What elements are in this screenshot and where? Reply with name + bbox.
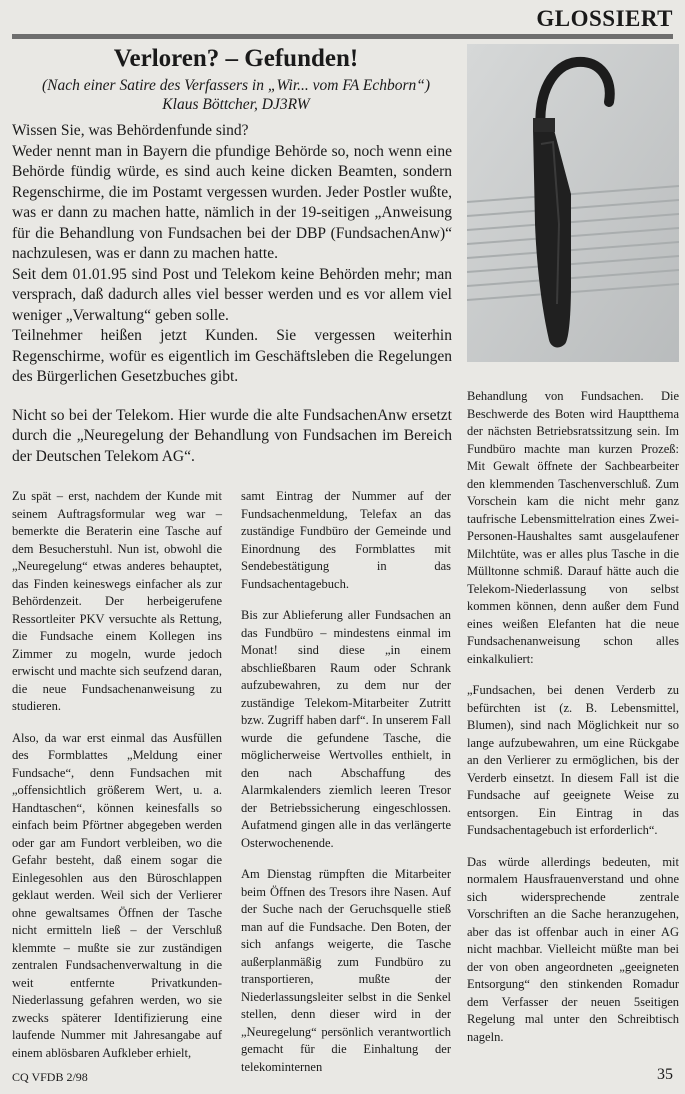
article-intro [12, 121, 452, 467]
article-subtitle: (Nach einer Satire des Verfassers in „Wir... vom FA Echborn“) [41, 77, 431, 94]
page-number: 35 [657, 1066, 673, 1083]
umbrella-illustration [467, 44, 679, 362]
column-paragraph: Zu spät – erst, nachdem der Kunde mit seinem Auftragsformular weg war – bemerkte die Beraterin eine Tasche auf dem Besucherstuhl. Nun ist, obwohl die „Neuregelung“ etwas anderes behauptet, das Finden keineswegs einfacher als zur Behördenzeit. Der herbeigerufene Ressortleiter PKV versuchte als Rettung, die Fundsache einem Kollegen ins Zimmer zu mogeln, wurde jedoch erwischt und machte sich seufzend daran, die neue Fundsachenanweisung zu studieren. [12, 489, 222, 713]
intro-paragraph: Wissen Sie, was Behördenfunde sind? [12, 122, 249, 139]
intro-paragraph: Seit dem 01.01.95 sind Post und Telekom keine Behörden mehr; man versprach, daß dadurch alles viel besser werden und es vor allem viel weniger „Verwaltung“ geben solle. [12, 265, 452, 324]
section-label: GLOSSIERT [536, 6, 673, 31]
top-rule [12, 34, 673, 39]
text-column-3 [467, 388, 679, 1060]
column-paragraph: „Fundsachen, bei denen Verderb zu befürchten ist (z. B. Lebensmittel, Blumen), sind nach Möglichkeit nur so lange aufzubewahren, um eine Rückgabe an den Verlierer zu ermöglichen, bis der Verderb einsetzt. In diesem Fall ist die Fundsache auf geeignete Weise zu entsorgen. Ein Eintrag in das Fundsachentagebuch ist erforderlich“. [467, 683, 679, 837]
intro-paragraph: Nicht so bei der Telekom. Hier wurde die alte FundsachenAnw ersetzt durch die „Neuregelung der Behandlung von Fundsachen im Bereich der Deutschen Telekom AG“. [12, 406, 452, 465]
intro-paragraph: Teilnehmer heißen jetzt Kunden. Sie vergessen weiterhin Regenschirme, wofür es eigentlich im Geschäftsleben die Regelungen des Bürgerlichen Gesetzbuches gibt. [12, 327, 452, 385]
text-column-2 [241, 488, 451, 1090]
umbrella-photo [467, 44, 679, 362]
column-paragraph: Also, da war erst einmal das Ausfüllen des Formblattes „Meldung einer Fundsache“, denn Fundsachen mit „offensichtlich größerem Wert, u. a. Handtaschen“, können keinesfalls so einfach beim Pförtner abgegeben werden oder gar am Fundort verbleiben, wo die Gefahr besteht, daß einem sogar die Einlegesohlen aus den Büroschlappen geklaut werden. Weil sich der Verlierer ohne gewaltsames Öffnen der Tasche nicht ermitteln ließ – der Verschluß klemmte – mußte sie zur zuständigen zentralen Fundsachenverwaltung in die weit entfernte Privatkunden-Niederlassung gefahren werden, wo sie zwecks späterer Identifizierung eine laufende Nummer mit Jahresangabe auf einem ablösbaren Aufkleber erhielt, [12, 730, 222, 1060]
article-header [12, 44, 460, 114]
text-column-1 [12, 488, 222, 1076]
intro-paragraph: Weder nennt man in Bayern die pfundige Behörde so, noch wenn eine Behörde fündig würde, es sind auch keine dicken Beamten, sondern Regenschirme, die im Postamt vergessen wurden. Jeder Postler wußte, was er dann zu machen hatte, nämlich in der 19-seitigen „Anweisung für die Behandlung von Fundsachen bei der DBP (FundsachenAnw)“ nachzulesen, was er dann zu machen hatte. [12, 142, 452, 262]
column-paragraph: Das würde allerdings bedeuten, mit normalem Hausfrauenverstand und ohne sich widersprechende zentrale Vorschriften an die Sache heranzugehen, aber das ist offenbar auch in einer AG nicht machbar. Vielleicht müßte man bei der von oben angeordneten „geeigneten Entsorgung“ den stinkenden Romadur dem Verfasser der neuen 5seitigen Regelung mal unter den Schreibtisch nageln. [467, 854, 679, 1044]
journal-footer: CQ VFDB 2/98 [12, 1070, 88, 1084]
column-paragraph: samt Eintrag der Nummer auf der Fundsachenmeldung, Telefax an das zuständige Fundbüro der Gemeinde und Einordnung des Formblattes mit Sendebestätigung in das Fundsachentagebuch. [241, 489, 451, 591]
article-author: Klaus Böttcher, DJ3RW [162, 96, 310, 113]
article-title: Verloren? – Gefunden! [113, 45, 359, 72]
column-paragraph: Behandlung von Fundsachen. Die Beschwerde des Boten wird Hauptthema der nächsten Betriebsratssitzung sein. Im Fundbüro machte man kurzen Prozeß: Mit Gewalt öffnete der Sachbearbeiter den klemmenden Taschenverschluß. Zum Vorschein kam die nicht mehr ganz taufrische Lebensmittelration eines Zwei-Personen-Haushaltes samt ausgelaufener Milchtüte, was er alles plus Tasche in die Mülltonne schmiß. Darauf hätte auch die Telekom-Niederlassung von selbst kommen können, denn außer dem Fund eines weißen Elefanten hat die neue Fundsachenanweisung schon alles einkalkuliert: [467, 389, 679, 666]
column-paragraph: Bis zur Ablieferung aller Fundsachen an das Fundbüro – mindestens einmal im Monat! sind diese „in einem abschließbaren Raum oder Schrank aufzubewahren, zu dem nur der zuständige Telekom-Mitarbeiter Zutritt bzw. Zugriff haben darf“. In unserem Fall wurde die gefundene Tasche, die möglicherweise Wertvolles enthielt, in den nach Abschaffung des Alarmkalenders ziemlich leeren Tresor der Betriebssicherung eingeschlossen. Aufatmend gingen alle in das verlängerte Osterwochenende. [241, 608, 451, 850]
column-paragraph: Am Dienstag rümpften die Mitarbeiter beim Öffnen des Tresors ihre Nasen. Auf der Suche nach der Geruchsquelle stieß man auf die Fundsache. Den Boten, der sich anfangs weigerte, die Tasche außerplanmäßig zum Fundbüro zu transportieren, mußte der Niederlassungsleiter selbst in die Senkel stellen, denn dieser wird in der „Neuregelung“ persönlich verantwortlich gemacht für die Einhaltung der telekominternen [241, 867, 451, 1074]
